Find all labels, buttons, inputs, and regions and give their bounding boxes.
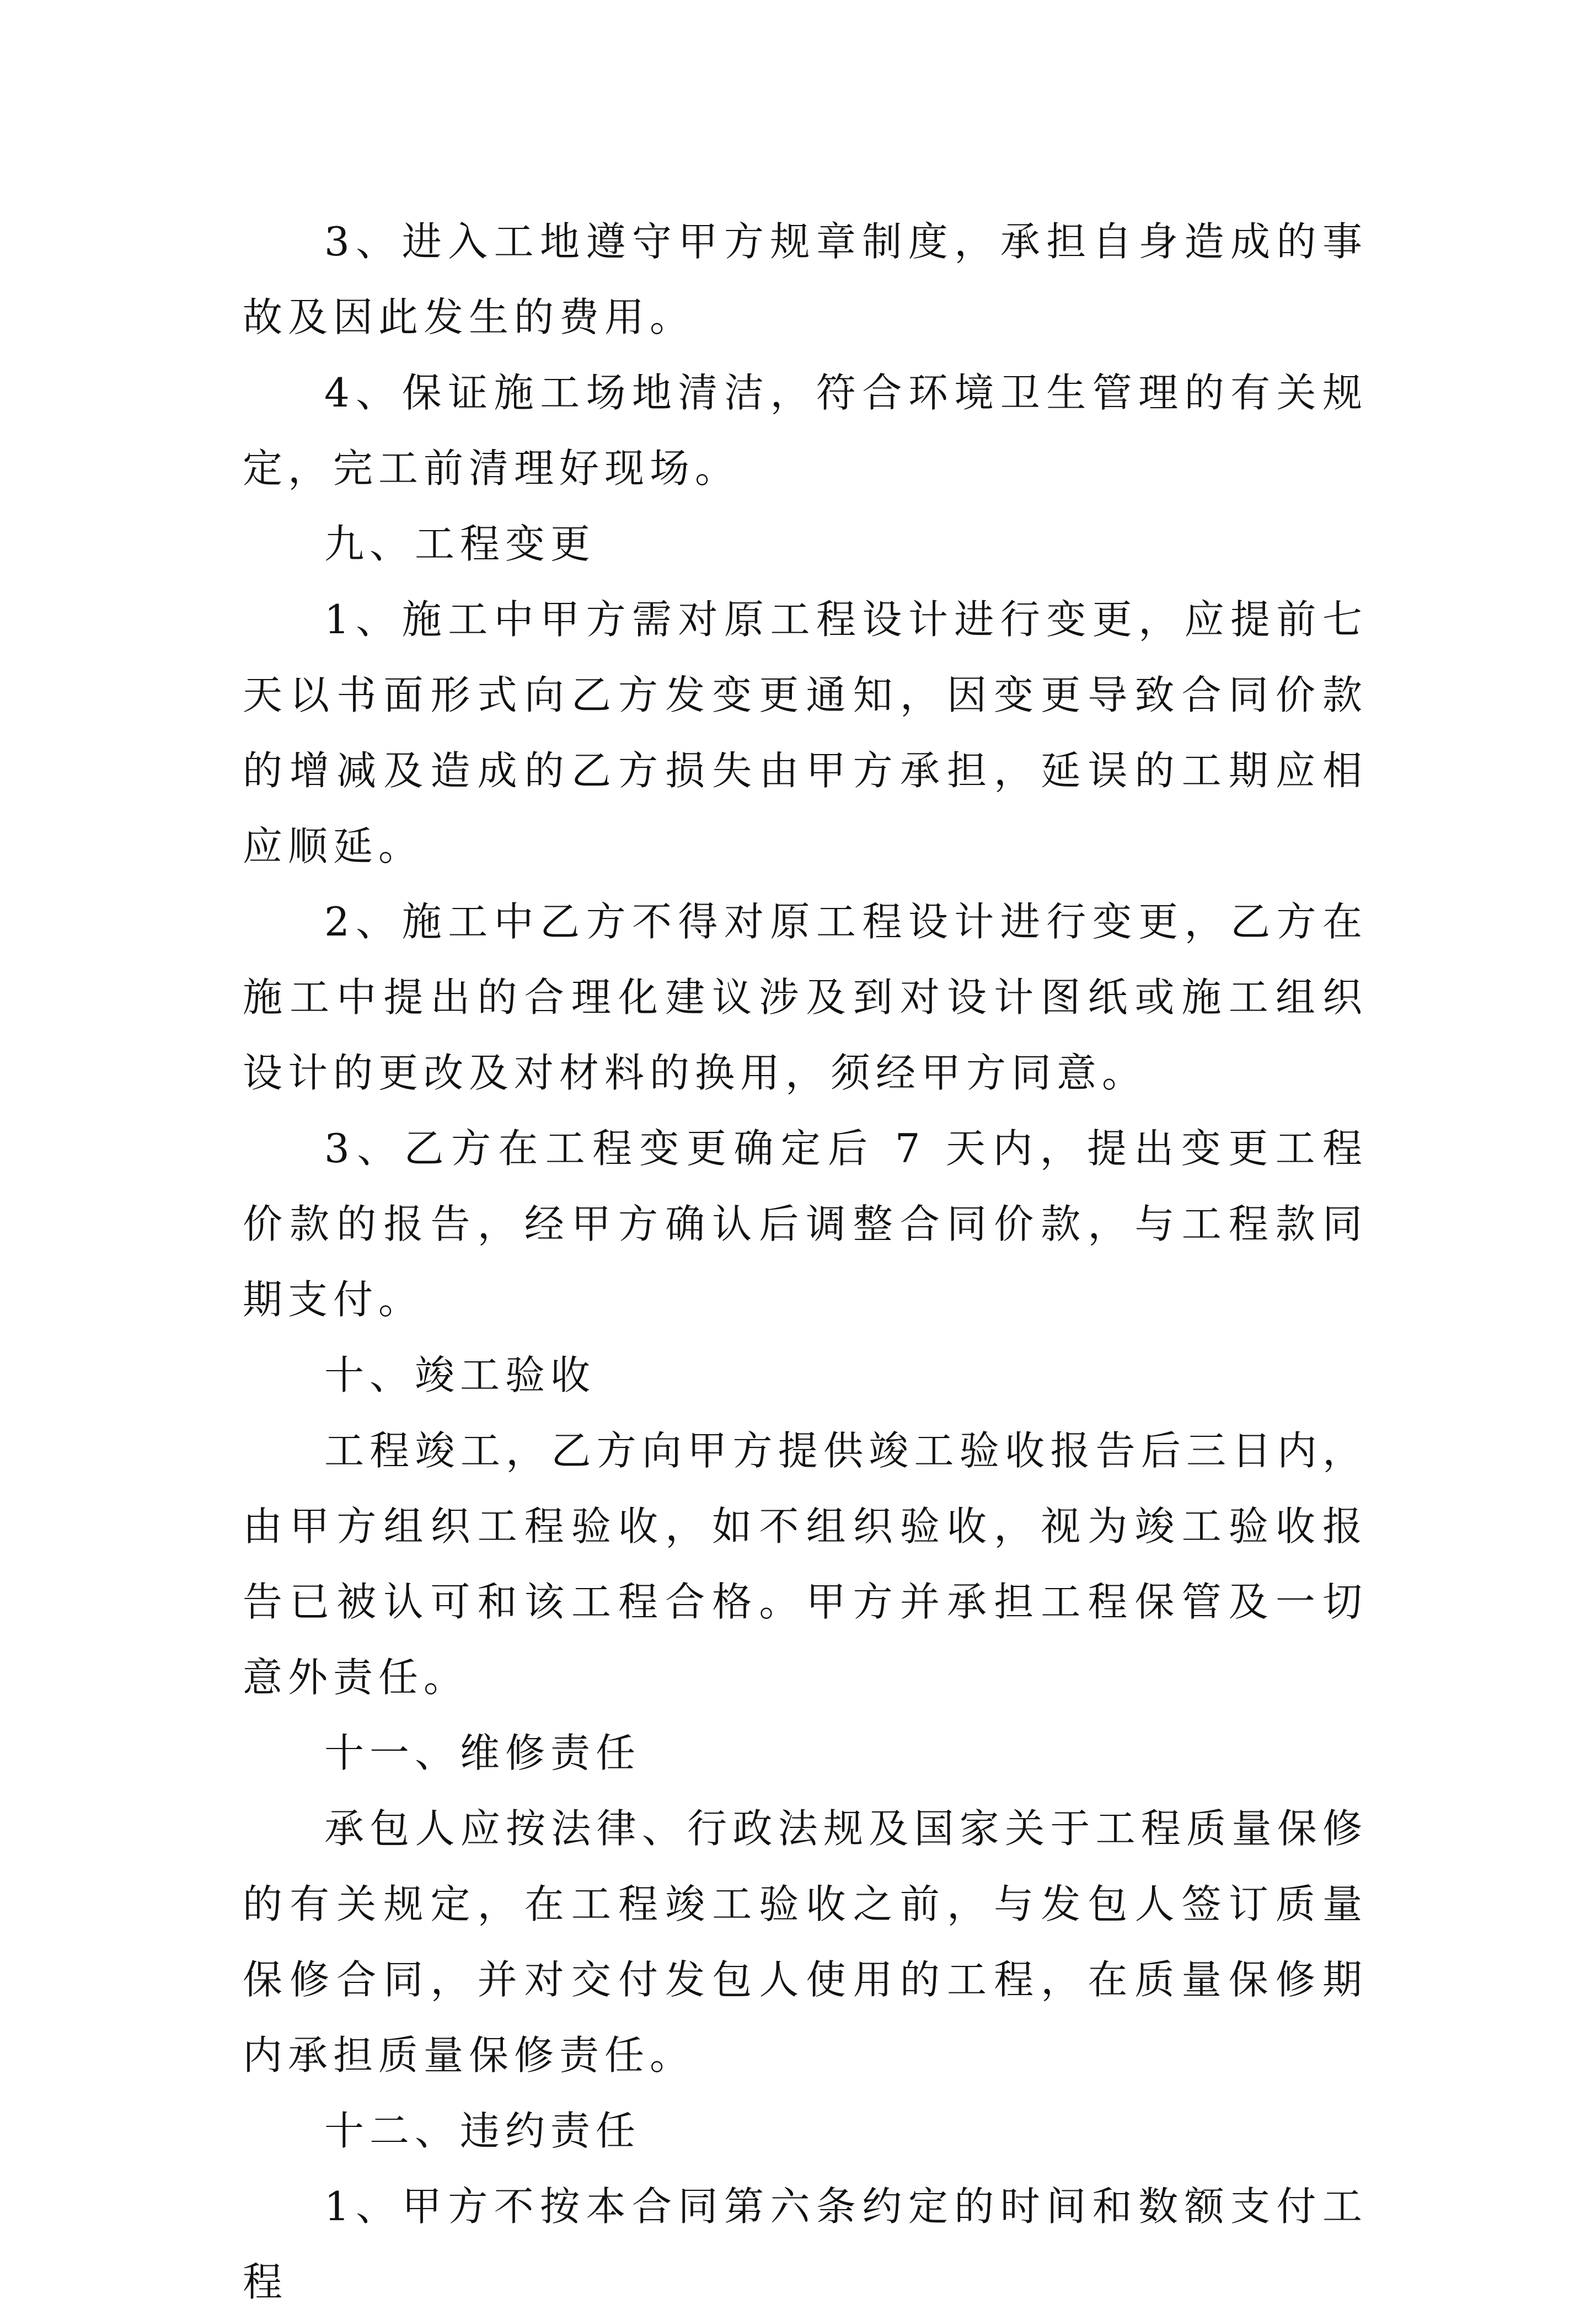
- document-body: [243, 204, 1368, 2320]
- paragraph-change-by-party-b: 2、施工中乙方不得对原工程设计进行变更，乙方在施工中提出的合理化建议涉及到对设计图纸或施工组织设计的更改及对材料的换用，须经甲方同意。: [243, 899, 1368, 1096]
- paragraph-breach-party-a: 1、甲方不按本合同第六条约定的时间和数额支付工程: [243, 2183, 1368, 2305]
- section-heading-engineering-change: 九、工程变更: [324, 521, 596, 567]
- paragraph-change-price-report: 3、乙方在工程变更确定后 7 天内，提出变更工程价款的报告，经甲方确认后调整合同价款，与工程款同期支付。: [243, 1125, 1368, 1323]
- paragraph-completion-acceptance: 工程竣工，乙方向甲方提供竣工验收报告后三日内，由甲方组织工程验收，如不组织验收，视为竣工验收报告已被认可和该工程合格。甲方并承担工程保管及一切意外责任。: [243, 1428, 1368, 1701]
- section-heading-completion-acceptance: 十、竣工验收: [324, 1352, 596, 1398]
- paragraph-change-by-party-a: 1、施工中甲方需对原工程设计进行变更，应提前七天以书面形式向乙方发变更通知，因变更导致合同价款的增减及造成的乙方损失由甲方承担，延误的工期应相应顺延。: [243, 596, 1368, 869]
- section-heading-maintenance: 十一、维修责任: [324, 1730, 641, 1776]
- paragraph-maintenance: 承包人应按法律、行政法规及国家关于工程质量保修的有关规定，在工程竣工验收之前，与发包人签订质量保修合同，并对交付发包人使用的工程，在质量保修期内承担质量保修责任。: [243, 1805, 1368, 2078]
- section-heading-breach: 十二、违约责任: [324, 2108, 641, 2154]
- paragraph-safety-rules: 3、进入工地遵守甲方规章制度，承担自身造成的事故及因此发生的费用。: [243, 218, 1368, 340]
- paragraph-site-cleanliness: 4、保证施工场地清洁，符合环境卫生管理的有关规定，完工前清理好现场。: [243, 370, 1368, 491]
